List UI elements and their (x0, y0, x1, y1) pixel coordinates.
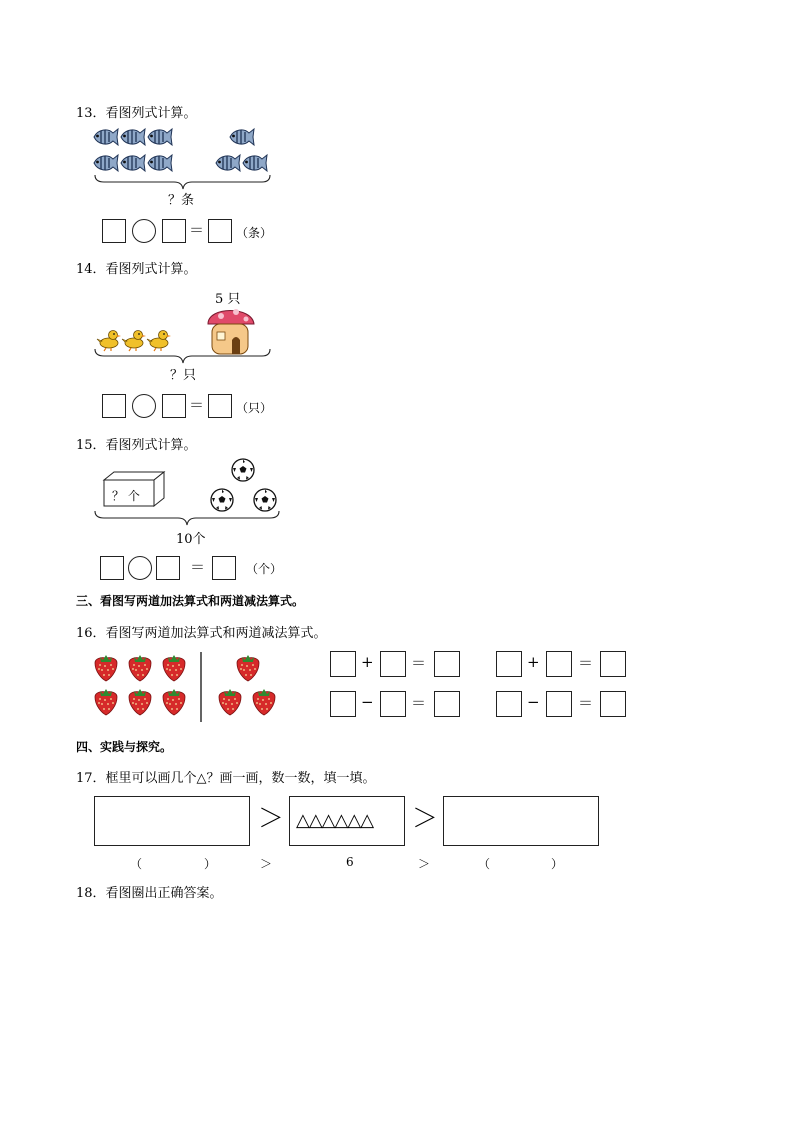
q16-sub2-box-3[interactable] (600, 691, 626, 717)
q17-left-paren-open: （ (130, 857, 143, 871)
strawberry-icon (253, 689, 275, 715)
strawberry-icon (95, 689, 117, 715)
soccer-ball-icon (232, 459, 254, 481)
section-4-heading: 四、实践与探究。 (76, 740, 173, 754)
q14-answer-box-2[interactable] (162, 394, 186, 418)
q17-gt-2: ＞ (412, 804, 439, 834)
fish-icon (148, 155, 172, 171)
q15-operator-circle[interactable] (128, 556, 152, 580)
q16-sub2-box-2[interactable] (546, 691, 572, 717)
q13-unit: （条） (236, 226, 273, 240)
q16-add2-box-2[interactable] (546, 651, 572, 677)
q14-brace (94, 348, 272, 364)
q13-equals: ＝ (189, 221, 205, 239)
strawberry-icon (237, 655, 259, 681)
q16-minus: − (361, 693, 374, 711)
q16-sub1-box-3[interactable] (434, 691, 460, 717)
fish-icon (230, 129, 254, 145)
q14-top-label: 5 只 (215, 292, 241, 307)
fish-icon (94, 155, 118, 171)
q16-title: 16．看图写两道加法算式和两道减法算式。 (76, 626, 327, 641)
q16-equals: ＝ (411, 654, 427, 672)
fish-icon (243, 155, 267, 171)
q17-right-paren-open: （ (478, 857, 491, 871)
q17-left-drawing-box[interactable] (94, 796, 250, 846)
q16-strawberries (92, 652, 282, 724)
q18-title: 18．看图圈出正确答案。 (76, 886, 223, 901)
q16-add2-box-1[interactable] (496, 651, 522, 677)
q15-title: 15．看图列式计算。 (76, 438, 197, 453)
q15-brace (94, 510, 284, 526)
strawberry-icon (219, 689, 241, 715)
q15-brace-label: 10个 (176, 532, 206, 547)
q15-answer-box-1[interactable] (100, 556, 124, 580)
q16-sub2-box-1[interactable] (496, 691, 522, 717)
strawberry-icon (163, 689, 185, 715)
strawberry-icon (129, 689, 151, 715)
q13-operator-circle[interactable] (132, 219, 156, 243)
q17-right-paren-close: ） (551, 857, 564, 871)
q16-equals: ＝ (578, 694, 594, 712)
strawberry-icon (163, 655, 185, 681)
q13-answer-box-1[interactable] (102, 219, 126, 243)
q15-answer-box-2[interactable] (156, 556, 180, 580)
q13-answer-box-2[interactable] (162, 219, 186, 243)
section-3-heading: 三、看图写两道加法算式和两道减法算式。 (76, 594, 305, 608)
q17-gt-3: ＞ (260, 857, 273, 871)
q15-box-label: ？ 个 (112, 489, 140, 503)
q17-middle-triangles: △△△△△△ (296, 810, 374, 831)
soccer-ball-icon (211, 489, 233, 511)
fish-icon (121, 155, 145, 171)
q17-title: 17．框里可以画几个△？画一画，数一数，填一填。 (76, 771, 376, 786)
q14-answer-box-3[interactable] (208, 394, 232, 418)
q17-right-drawing-box[interactable] (443, 796, 599, 846)
q14-operator-circle[interactable] (132, 394, 156, 418)
fish-icon (94, 129, 118, 145)
q14-brace-label: ？只 (170, 368, 197, 383)
q13-brace-label: ？条 (168, 193, 195, 208)
q16-add1-box-3[interactable] (434, 651, 460, 677)
q13-title: 13．看图列式计算。 (76, 106, 197, 121)
q16-add1-box-2[interactable] (380, 651, 406, 677)
q15-equals: ＝ (190, 558, 206, 576)
q16-plus: + (361, 653, 374, 671)
strawberry-icon (129, 655, 151, 681)
q14-title: 14．看图列式计算。 (76, 262, 197, 277)
q13-brace (94, 174, 272, 190)
q15-unit: （个） (246, 562, 283, 576)
fish-icon (121, 129, 145, 145)
q17-middle-value: 6 (346, 855, 354, 869)
q17-gt-1: ＞ (258, 804, 285, 834)
q16-minus: − (527, 693, 540, 711)
q16-equals: ＝ (578, 654, 594, 672)
q16-add2-box-3[interactable] (600, 651, 626, 677)
q16-sub1-box-1[interactable] (330, 691, 356, 717)
q14-equals: ＝ (189, 396, 205, 414)
strawberry-icon (95, 655, 117, 681)
q17-left-paren-close: ） (204, 857, 217, 871)
q14-unit: （只） (236, 401, 273, 415)
q13-answer-box-3[interactable] (208, 219, 232, 243)
q16-add1-box-1[interactable] (330, 651, 356, 677)
soccer-ball-icon (254, 489, 276, 511)
q16-equals: ＝ (411, 694, 427, 712)
fish-icon (148, 129, 172, 145)
q17-gt-4: ＞ (418, 857, 431, 871)
q16-plus: + (527, 653, 540, 671)
q14-answer-box-1[interactable] (102, 394, 126, 418)
fish-icon (216, 155, 240, 171)
q16-sub1-box-2[interactable] (380, 691, 406, 717)
q15-answer-box-3[interactable] (212, 556, 236, 580)
